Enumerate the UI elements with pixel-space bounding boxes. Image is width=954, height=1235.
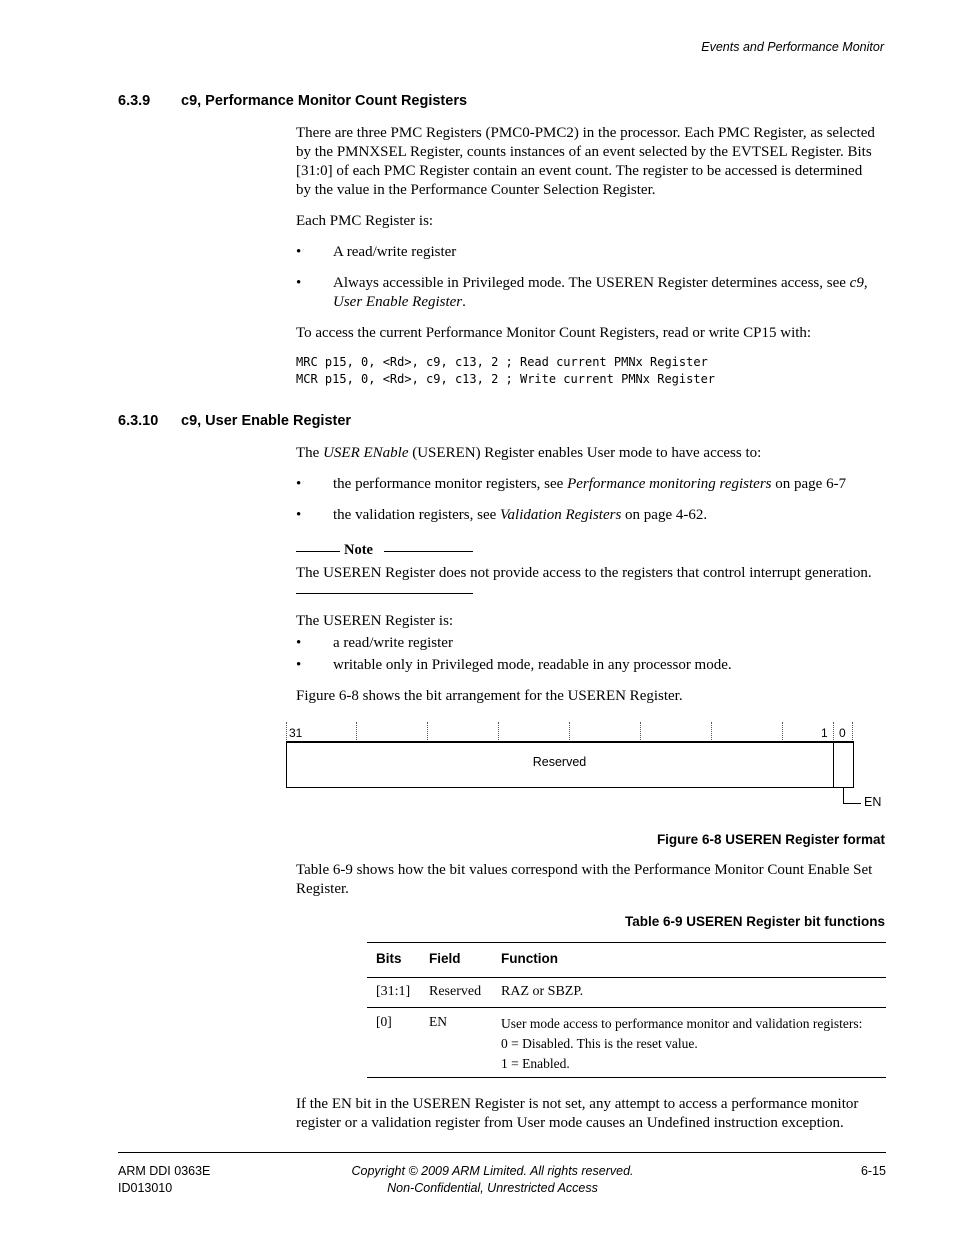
section-number: 6.3.10 [118, 413, 159, 429]
cell-function: RAZ or SBZP. [501, 984, 584, 999]
bit-tick [852, 722, 853, 742]
section-title: c9, User Enable Register [181, 413, 352, 429]
bit-tick [356, 722, 357, 742]
bit-tick [427, 722, 428, 742]
text-line: If the EN bit in the USEREN Register is not set, any attempt to access a performance monitor [296, 1096, 859, 1112]
useren-intro-paragraph [296, 444, 888, 463]
cell-field: EN [429, 1014, 447, 1029]
useren-is-paragraph: The USEREN Register is: [296, 613, 454, 629]
code-block [296, 354, 715, 388]
text-span: . [462, 294, 466, 310]
text-line: There are three PMC Registers (PMC0-PMC2) in the processor. Each PMC Register, as selected [296, 125, 875, 141]
list-item [296, 475, 888, 494]
note-rule-bottom [296, 593, 473, 594]
text-line: Register. [296, 881, 349, 897]
list-item-text: a read/write register [333, 635, 453, 651]
en-callout-line [843, 787, 861, 804]
cross-reference-link[interactable]: c9, [849, 275, 868, 291]
text-line: User mode access to performance monitor and validation registers: [501, 1016, 863, 1031]
closing-paragraph [296, 1095, 888, 1133]
code-line: MRC p15, 0, <Rd>, c9, c13, 2 ; Read current PMNx Register [296, 355, 708, 369]
running-header: Events and Performance Monitor [701, 40, 884, 54]
text-line: 1 = Enabled. [501, 1056, 570, 1071]
pmc-list-intro: Each PMC Register is: [296, 213, 434, 229]
section-heading-6-3-9 [118, 93, 467, 109]
text-line: register or a validation register from User mode causes an Undefined instruction exception. [296, 1115, 844, 1131]
bit-tick [569, 722, 570, 742]
note-rule-left [296, 551, 340, 552]
table-caption: Table 6-9 USEREN Register bit functions [624, 914, 885, 929]
cell-function [501, 1014, 862, 1074]
text-line: by the value in the Performance Counter Selection Register. [296, 182, 656, 198]
bullet-marker: • [296, 476, 302, 492]
footer-doc-id: ARM DDI 0363E [118, 1164, 211, 1178]
text-span: on page 4-62. [621, 507, 708, 523]
text-line: Table 6-9 shows how the bit values correspond with the Performance Monitor Count Enable Set [296, 862, 873, 878]
section-title: c9, Performance Monitor Count Registers [181, 93, 468, 109]
section-number: 6.3.9 [118, 93, 151, 109]
text-span: the performance monitor registers, see [333, 476, 568, 492]
table-row [367, 978, 886, 1008]
text-span: The [296, 445, 324, 461]
list-item-text [333, 274, 888, 312]
footer-id-code: ID013010 [118, 1181, 173, 1195]
text-line: 0 = Disabled. This is the reset value. [501, 1036, 698, 1051]
list-item [296, 656, 888, 675]
bit-label-0: 0 [839, 726, 846, 740]
table-row [367, 1008, 886, 1078]
column-header: Bits [376, 951, 402, 966]
footer-page-number: 6-15 [860, 1164, 886, 1178]
bit-tick [782, 722, 783, 742]
note-rule-right [384, 551, 473, 552]
section-heading-6-3-10 [118, 413, 351, 429]
footer-access: Non-Confidential, Unrestricted Access [387, 1181, 598, 1195]
table-reference-paragraph [296, 861, 888, 899]
list-item [296, 274, 888, 312]
bit-tick [640, 722, 641, 742]
column-header: Function [501, 951, 558, 966]
text-span: the validation registers, see [333, 507, 501, 523]
cross-reference-link[interactable]: User Enable Register [333, 294, 463, 310]
code-line: MCR p15, 0, <Rd>, c9, c13, 2 ; Write current PMNx Register [296, 372, 716, 386]
text-line: [31:0] of each PMC Register contain an event count. The register to be accessed is determined [296, 163, 863, 179]
cp15-access-paragraph: To access the current Performance Monitor Count Registers, read or write CP15 with: [296, 325, 812, 341]
field-divider [833, 743, 834, 787]
bullet-marker: • [296, 275, 302, 291]
cell-bits: [0] [376, 1014, 392, 1029]
cross-reference-link[interactable]: Validation Registers [500, 507, 622, 523]
bullet-marker: • [296, 657, 302, 673]
footer-copyright: Copyright © 2009 ARM Limited. All rights reserved. [351, 1164, 634, 1178]
reserved-field-label: Reserved [532, 755, 587, 769]
bit-label-31: 31 [289, 726, 303, 740]
cross-reference-link[interactable]: Performance monitoring registers [567, 476, 772, 492]
list-item [296, 634, 888, 653]
bullet-marker: • [296, 635, 302, 651]
list-item [296, 243, 888, 262]
bit-tick [833, 722, 834, 742]
table-header-row [367, 942, 886, 978]
register-diagram [286, 722, 882, 822]
column-header: Field [429, 951, 461, 966]
cell-bits: [31:1] [376, 984, 411, 999]
note-text: The USEREN Register does not provide access to the registers that control interrupt generation. [296, 565, 872, 581]
text-line: by the PMNXSEL Register, counts instances of an event selected by the EVTSEL Register. Bits [296, 144, 872, 160]
bit-tick [711, 722, 712, 742]
text-span: (USEREN) Register enables User mode to have access to: [408, 445, 762, 461]
list-item-text: writable only in Privileged mode, readable in any processor mode. [333, 657, 732, 673]
footer-rule [118, 1152, 886, 1153]
figure-reference-paragraph: Figure 6-8 shows the bit arrangement for the USEREN Register. [296, 688, 683, 704]
text-span: on page 6-7 [771, 476, 847, 492]
cell-field: Reserved [429, 984, 482, 999]
list-item-text: A read/write register [333, 244, 457, 260]
list-item [296, 506, 888, 525]
note-label: Note [344, 542, 373, 558]
text-span: USER ENable [323, 445, 409, 461]
pmc-intro-paragraph [296, 124, 888, 200]
bullet-marker: • [296, 244, 302, 260]
text-span: Always accessible in Privileged mode. The USEREN Register determines access, see [333, 275, 850, 291]
bit-functions-table [367, 942, 886, 1078]
en-field-label: EN [864, 795, 882, 809]
bullet-marker: • [296, 507, 302, 523]
bit-tick [498, 722, 499, 742]
bit-tick [286, 722, 287, 742]
list-item-text [333, 475, 888, 494]
bit-label-1: 1 [821, 726, 828, 740]
figure-caption: Figure 6-8 USEREN Register format [656, 832, 885, 847]
list-item-text [333, 506, 888, 525]
